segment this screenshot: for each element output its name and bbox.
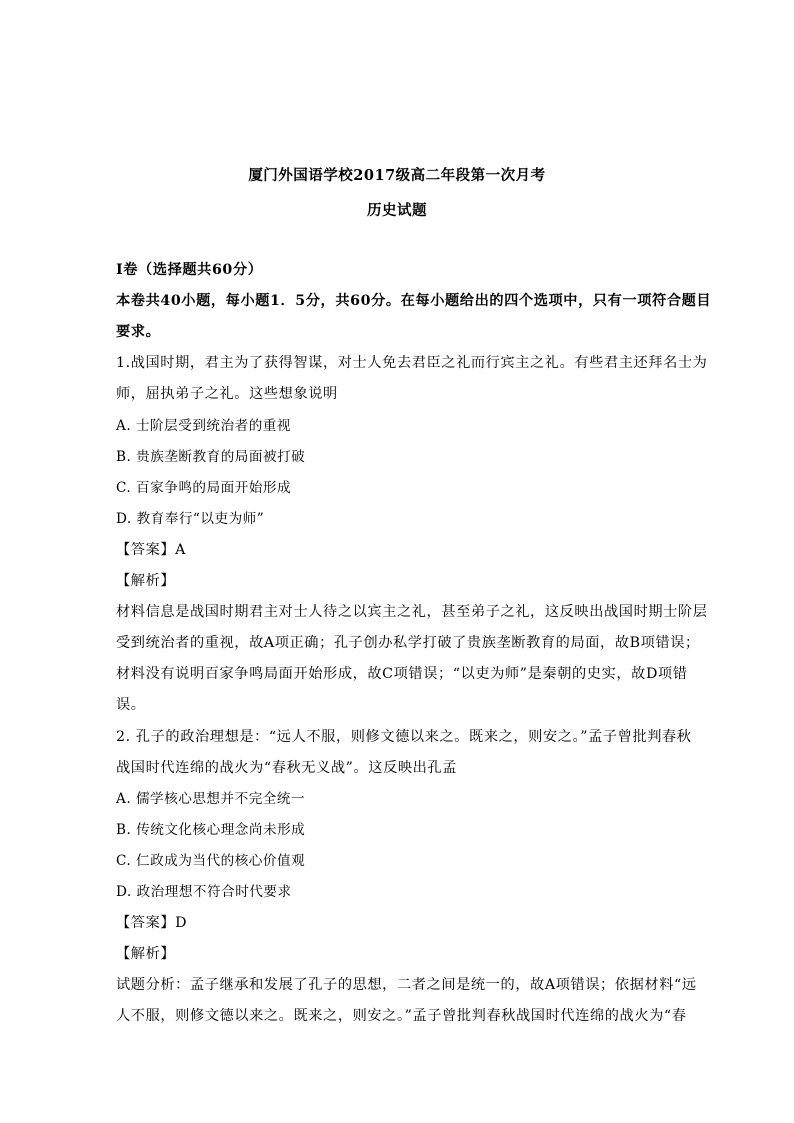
question-1-stem: 1.战国时期，君主为了获得智谋，对士人免去君臣之礼而行宾主之礼。有些君主还拜名士为 bbox=[116, 355, 708, 371]
question-1-analysis-line: 误。 bbox=[116, 697, 146, 713]
question-2-analysis-label: 【解析】 bbox=[116, 946, 176, 962]
question-1-stem-cont: 师，屈执弟子之礼。这些想象说明 bbox=[116, 386, 338, 402]
question-2-option-d: D. 政治理想不符合时代要求 bbox=[116, 884, 292, 900]
question-1-option-c: C. 百家争鸣的局面开始形成 bbox=[116, 480, 292, 496]
question-2-option-c: C. 仁政成为当代的核心价值观 bbox=[116, 853, 306, 869]
question-2-stem-cont: 战国时代连绵的战火为“春秋无义战”。这反映出孔孟 bbox=[116, 760, 458, 776]
exam-title: 厦门外国语学校2017级高二年段第一次月考 bbox=[248, 167, 546, 184]
question-1-option-d: D. 教育奉行“以吏为师” bbox=[116, 511, 265, 527]
question-1-analysis-line: 材料没有说明百家争鸣局面开始形成，故C项错误；“以吏为师”是秦朝的史实，故D项错 bbox=[116, 666, 688, 682]
question-2-option-b: B. 传统文化核心理念尚未形成 bbox=[116, 822, 306, 838]
question-2-answer: 【答案】D bbox=[116, 915, 188, 931]
question-1-analysis-line: 受到统治者的重视，故A项正确；孔子创办私学打破了贵族垄断教育的局面，故B项错误； bbox=[116, 635, 700, 651]
question-1-analysis-label: 【解析】 bbox=[116, 573, 176, 589]
question-2-analysis-line: 试题分析：孟子继承和发展了孔子的思想，二者之间是统一的，故A项错误；依据材料“远 bbox=[116, 977, 697, 993]
question-2-option-a: A. 儒学核心思想并不完全统一 bbox=[116, 791, 306, 807]
question-1-analysis-line: 材料信息是战国时期君主对士人待之以宾主之礼，甚至弟子之礼，这反映出战国时期士阶层 bbox=[116, 604, 708, 620]
question-1-option-a: A. 士阶层受到统治者的重视 bbox=[116, 418, 291, 434]
question-1-option-b: B. 贵族垄断教育的局面被打破 bbox=[116, 449, 306, 465]
section-heading: Ⅰ卷（选择题共60分） bbox=[116, 262, 263, 278]
question-2-stem: 2. 孔子的政治理想是：“远人不服，则修文德以来之。既来之，则安之。”孟子曾批判春秋 bbox=[116, 729, 692, 745]
question-1-answer: 【答案】A bbox=[116, 542, 186, 558]
section-instruction-cont: 要求。 bbox=[116, 324, 161, 340]
question-2-analysis-line: 人不服，则修文德以来之。既来之，则安之。”孟子曾批判春秋战国时代连绵的战火为“春 bbox=[116, 1008, 687, 1024]
exam-subject: 历史试题 bbox=[367, 202, 427, 219]
section-instruction: 本卷共40小题，每小题1．5分，共60分。在每小题给出的四个选项中，只有一项符合题目 bbox=[116, 293, 712, 309]
